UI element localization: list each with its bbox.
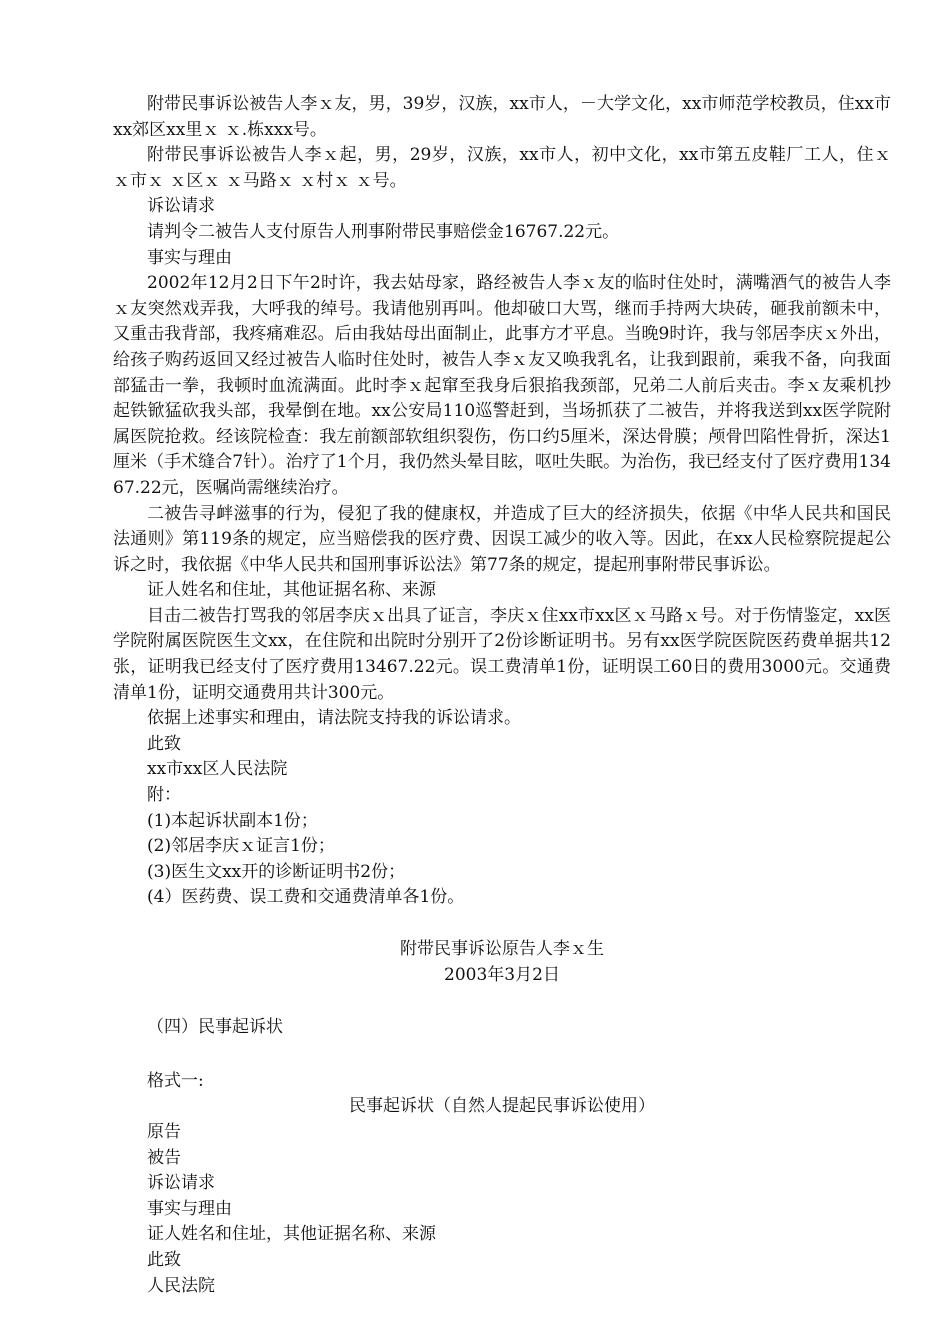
attachment-item: (1)本起诉状副本1份； [147, 810, 318, 831]
facts-paragraph: 2002年12月2日下午2时许，我去姑母家，路经被告人李ｘ友的临时住处时，满嘴酒气的被告人李ｘ友突然戏弄我，大呼我的绰号。我请他别再叫。他却破口大骂，继而手持两大块砖，砸我前额未中，又重击我背部，我疼痛难忍。后由我姑母出面制止，此事方才平息。当晚9时许，我与邻居李庆ｘ外出，给孩子购药返回又经过被告人临时住处时，被告人李ｘ友又唤我乳名，让我到跟前，乘我不备，向我面部猛击一拳，我顿时血流满面。此时李ｘ起窜至我身后狠掐我颈部，兄弟二人前后夹击。李ｘ友乘机抄起铁锨猛砍我头部，我晕倒在地。xx公安局110巡警赶到，当场抓获了二被告，并将我送到xx医学院附属医院抢救。经该院检查：我左前额部软组织裂伤，伤口约5厘米，深达骨膜；颅骨凹陷性骨折，深达1厘米（手术缝合7针）。治疗了1个月，我仍然头晕目眩，呕吐失眠。为治伤，我已经支付了医疗费用13467.22元，医嘱尚需继续治疗。 [113, 273, 891, 498]
signature-date: 2003年3月2日 [444, 964, 560, 985]
attachment-item: (2)邻居李庆ｘ证言1份； [147, 836, 335, 857]
document-body [113, 92, 891, 1299]
template-title: 民事起诉状（自然人提起民事诉讼使用） [349, 1096, 655, 1117]
evidence-paragraph: 目击二被告打骂我的邻居李庆ｘ出具了证言，李庆ｘ住xx市xx区ｘ马路ｘ号。对于伤情鉴定，xx医学院附属医院医生文xx，在住院和出院时分别开了2份诊断证明书。另有xx医学院医院医药费单据共12张，证明我已经支付了医疗费用13467.22元。误工费清单1份，证明误工60日的费用3000元。交通费清单1份，证明交通费用共计300元。 [113, 605, 891, 703]
defendant-2-paragraph: 附带民事诉讼被告人李ｘ起，男，29岁，汉族，xx市人，初中文化，xx市第五皮鞋厂工人，住ｘ ｘ市ｘ ｘ区ｘ ｘ马路ｘ ｘ村ｘ ｘ号。 [113, 145, 891, 191]
defendant-1-paragraph: 附带民事诉讼被告人李ｘ友，男，39岁，汉族，xx市人，－大学文化，xx市师范学校教员，住xx市xx郊区xx里ｘ ｘ.栋xxx号。 [113, 94, 891, 140]
template-salutation: 此致 [147, 1249, 181, 1270]
facts-heading: 事实与理由 [147, 247, 232, 268]
template-evidence: 证人姓名和住址，其他证据名称、来源 [147, 1224, 436, 1245]
attachments-label: 附： [147, 785, 181, 806]
template-facts: 事实与理由 [147, 1198, 232, 1219]
request-line: 依据上述事实和理由，请法院支持我的诉讼请求。 [147, 708, 521, 729]
plaintiff-signature: 附带民事诉讼原告人李ｘ生 [400, 939, 604, 959]
template-court: 人民法院 [147, 1275, 215, 1296]
template-plaintiff: 原告 [147, 1121, 181, 1142]
legal-basis-paragraph: 二被告寻衅滋事的行为，侵犯了我的健康权，并造成了巨大的经济损失，依据《中华人民共和国民法通则》第119条的规定，应当赔偿我的医疗费、因误工减少的收入等。因此，在xx人民检察院提起公诉之时，我依据《中华人民共和国刑事诉讼法》第77条的规定，提起刑事附带民事诉讼。 [113, 503, 891, 575]
court-name: xx市xx区人民法院 [147, 759, 288, 780]
template-defendant: 被告 [147, 1147, 181, 1168]
claims-heading: 诉讼请求 [147, 196, 215, 217]
template-claims: 诉讼请求 [147, 1173, 215, 1194]
attachment-item: (3)医生文xx开的诊断证明书2份； [147, 861, 406, 882]
attachment-item: (4）医药费、误工费和交通费清单各1份。 [147, 887, 465, 908]
claims-text: 请判令二被告人支付原告人刑事附带民事赔偿金16767.22元。 [147, 221, 620, 242]
evidence-heading: 证人姓名和住址，其他证据名称、来源 [147, 580, 436, 601]
format-label: 格式一: [147, 1070, 204, 1091]
section-heading: （四）民事起诉状 [147, 1017, 283, 1038]
salutation: 此致 [147, 733, 181, 754]
